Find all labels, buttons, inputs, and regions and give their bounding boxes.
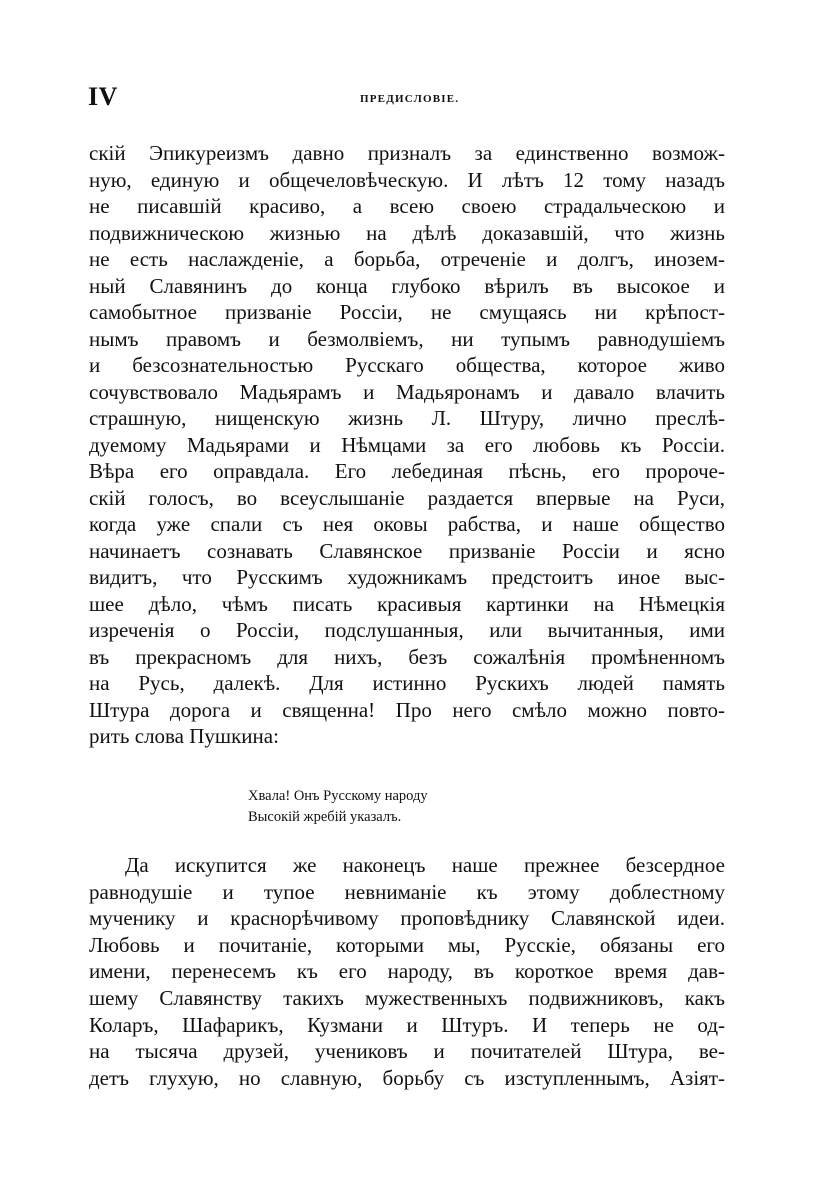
- text-line: ную, единую и общечеловѣческую. И лѣтъ 12 тому назадъ: [89, 167, 725, 192]
- text-line: дуемому Мадьярами и Нѣмцами за его любовь къ Россіи.: [89, 432, 725, 457]
- running-head: ПРЕДИСЛОВІЕ.: [360, 93, 460, 105]
- paragraph-one: [89, 140, 725, 750]
- text-line: на тысяча друзей, учениковъ и почитателей Штура, ве-: [89, 1039, 725, 1064]
- text-line: Вѣра его оправдала. Его лебединая пѣснь, его пророче-: [89, 459, 725, 483]
- text-line: не писавшій красиво, а всею своею страдальческою и: [89, 194, 725, 218]
- text-line: начинаетъ сознавать Славянское призваніе Россіи и ясно: [89, 538, 725, 563]
- verse-line: Высокій жребій указалъ.: [248, 809, 402, 825]
- text-line: самобытное призваніе Россіи, не смущаясь ни крѣпост-: [89, 300, 725, 324]
- text-line: Штура дорога и священна! Про него смѣло можно повто-: [89, 697, 725, 722]
- text-line: шее дѣло, чѣмъ писать красивыя картинки на Нѣмецкія: [89, 591, 725, 616]
- text-line: видитъ, что Русскимъ художникамъ предстоитъ иное выс-: [89, 565, 725, 589]
- text-line: рить слова Пушкина:: [89, 724, 279, 748]
- text-line: изреченія о Россіи, подслушанныя, или вычитанныя, ими: [89, 618, 725, 642]
- verse-quote: [248, 786, 608, 828]
- page-number: IV: [88, 82, 118, 111]
- text-line: Любовь и почитаніе, которыми мы, Русскіе, обязаны его: [89, 932, 725, 957]
- text-line: въ прекрасномъ для нихъ, безъ сожалѣнія промѣненномъ: [89, 644, 725, 669]
- text-line: Коларъ, Шафарикъ, Кузмани и Штуръ. И теперь не од-: [89, 1012, 725, 1037]
- text-line: когда уже спали съ нея оковы рабства, и наше общество: [89, 512, 725, 536]
- paragraph-two: [89, 852, 725, 1091]
- text-line: скій Эпикуреизмъ давно призналъ за единственно возмож-: [89, 141, 725, 165]
- text-line: и безсознательностью Русскаго общества, которое живо: [89, 353, 725, 377]
- verse-line: Хвала! Онъ Русскому народу: [248, 788, 428, 804]
- text-line: сочувствовало Мадьярамъ и Мадьяронамъ и давало влачить: [89, 379, 725, 404]
- text-line: Да искупится же наконецъ наше прежнее безсердное: [125, 853, 725, 877]
- text-line: шему Славянству такихъ мужественныхъ подвижниковъ, какъ: [89, 985, 725, 1010]
- text-line: имени, перенесемъ къ его народу, въ короткое время дав-: [89, 959, 725, 984]
- text-line: нымъ правомъ и безмолвіемъ, ни тупымъ равнодушіемъ: [89, 326, 725, 351]
- text-line: ный Славянинъ до конца глубоко вѣрилъ въ высокое и: [89, 273, 725, 298]
- text-line: не есть наслажденіе, а борьба, отреченіе и долгъ, инозем-: [89, 247, 725, 271]
- text-line: детъ глухую, но славную, борьбу съ изступленнымъ, Азіят-: [89, 1065, 725, 1090]
- text-line: мученику и краснорѣчивому проповѣднику Славянской идеи.: [89, 906, 725, 931]
- text-line: скій голосъ, во всеуслышаніе раздается впервые на Руси,: [89, 485, 725, 510]
- text-line: равнодушіе и тупое невниманіе къ этому доблестному: [89, 879, 725, 904]
- text-line: на Русь, далекѣ. Для истинно Рускихъ людей память: [89, 671, 725, 695]
- text-line: страшную, нищенскую жизнь Л. Штуру, лично преслѣ-: [89, 406, 725, 430]
- text-line: подвижническою жизнью на дѣлѣ доказавшій, что жизнь: [89, 220, 725, 245]
